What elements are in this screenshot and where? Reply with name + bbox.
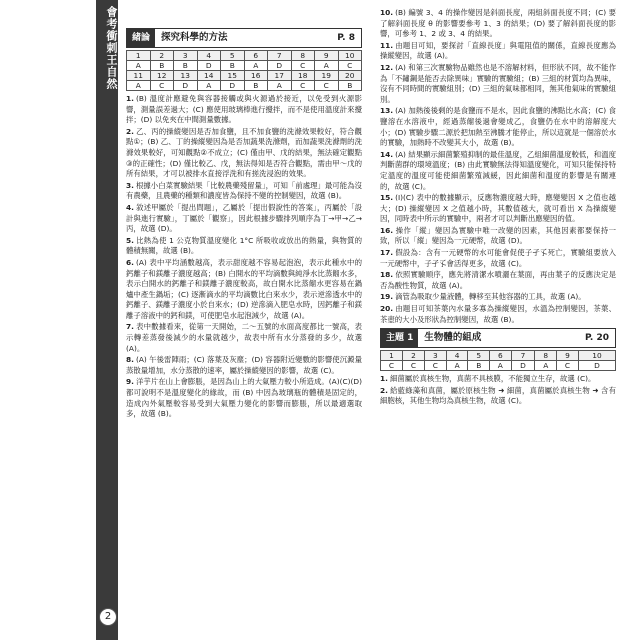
answer-cell: A: [535, 361, 557, 371]
answer-number: 3: [424, 351, 446, 361]
item-number: 17.: [380, 248, 394, 258]
section-title: 生物體的組成: [424, 331, 482, 343]
item-text: 洋芋片在山上會膨脹，是因為山上的大氣壓力較小所造成。(A)(C)(D) 都可說明不是溫度變化的緣故，而 (B) 中因為玻璃瓶的體積是固定的，造成內外氣壓較容易受到大氣壓力變化的影響而膨脹，所以最適選取多，故選 (B)。: [126, 377, 362, 419]
item-number: 6.: [126, 257, 134, 267]
answer-cell: A: [446, 361, 468, 371]
answer-number: 17: [268, 71, 292, 81]
answer-number: 5: [221, 51, 245, 61]
item-text: 滴管為吸取少量液體，轉移至其他容器的工具，故選 (A)。: [395, 292, 586, 302]
answer-number: 19: [315, 71, 339, 81]
answer-cell: A: [127, 61, 151, 71]
answer-cell: B: [174, 61, 198, 71]
answer-number: 20: [338, 71, 362, 81]
item-text: (A) 加熱後後剩的是食鹽而不是水，因此食鹽的沸點比水高；(C) 食鹽溶在水溶液中，經過蒸餾後過會變成乙，食鹽仍在水中的溶解度大小；(D) 實驗步驟二源於把加熱至沸騰才能停止，所以這就是一個溶於水的實驗，加熱時不改變其大小，故選 (B)。: [380, 106, 616, 148]
item-text: 比熱為使 1 公克物質溫度變化 1°C 所吸收或放出的熱量，與物質的體積無關，故選 (B)。: [126, 235, 362, 256]
answer-table: [126, 50, 362, 91]
answer-number: 11: [127, 71, 151, 81]
answer-number: 10: [338, 51, 362, 61]
answer-number: 9: [557, 351, 579, 361]
explanation-item: [380, 386, 616, 407]
explanation-item: [126, 377, 362, 419]
answer-number: 18: [291, 71, 315, 81]
item-text: 敘述甲屬於「提出問題」，乙屬於「提出假說性的答案」，丙屬於「設計與進行實驗」，丁屬於「觀察」，因此根據步驟排列順序為丁→甲→乙→丙，故選 (D)。: [126, 202, 362, 234]
explanation-item: [126, 258, 362, 322]
item-text: (B) 編號 3、4 的操作變因是斜面長度，兩組斜面長度不同；(C) 要了解斜面長度 θ 的影響要參考 1、3 的結果；(D) 要了解斜面長度的影響，可參考 1、2 或 3、4 的結果。: [380, 8, 616, 39]
item-text: 表中數據看來，從第一天開始，二～五號的水面高度都比一號高，表示轉差蒸發後減少的水量就越少，故表中所有水分蒸發的多少，故選 (A)。: [126, 322, 362, 353]
answer-cell: C: [291, 81, 315, 91]
item-text: 由題目可知茶葉內水量多寡為操縱變因，水溫為控制變因，茶葉、茶壺的大小及形狀為控制變因，故選 (B)。: [380, 304, 616, 324]
answer-cell: A: [127, 81, 151, 91]
answer-number: 15: [221, 71, 245, 81]
answer-cell: D: [578, 361, 615, 371]
item-number: 10.: [380, 8, 394, 17]
explanation-item: [126, 355, 362, 376]
item-text: 依照實驗順序，應先將清潔水噴灑在葉面，再由葉子的反應決定是否為酸性物質，故選 (A)。: [380, 270, 616, 290]
explanation-item: [126, 203, 362, 235]
explanation-item: [380, 8, 616, 40]
answer-number: 10: [578, 351, 615, 361]
explanation-item: [126, 181, 362, 202]
left-column: [126, 28, 362, 421]
answer-cell: D: [174, 81, 198, 91]
explanation-item: [380, 41, 616, 62]
right-column: [380, 8, 616, 408]
section-header: [380, 328, 616, 348]
section-title: 探究科學的方法: [161, 31, 228, 43]
item-number: 13.: [380, 106, 394, 116]
item-text: (A) 午後雷陣雨；(C) 落葉及灰塵；(D) 容器附近變數的影響使沉澱量蒸散量增加，水分蒸散的速率，屬於操縱變因的影響，故選 (C)。: [126, 355, 362, 375]
item-text: 細菌屬於真核生物，真菌不具核膜，不能獨立生存，故選 (C)。: [389, 374, 596, 384]
answer-number: 4: [446, 351, 468, 361]
item-number: 9.: [126, 377, 134, 387]
item-number: 4.: [126, 202, 134, 212]
section-page: P. 8: [337, 32, 355, 43]
item-text: (B) 溫度計應避免與容器接觸或與火源過於接近，以免受到火源影響，測量誤差過大；(C) 應使用玻璃棒進行攪拌，而不是使用溫度計來攪拌；(D) 以免夾在中間測量數據。: [126, 94, 362, 125]
item-number: 2.: [126, 126, 134, 136]
explanation-item: [380, 292, 616, 303]
answer-cell: C: [150, 81, 174, 91]
item-text: (A) 結果顯示細菌繁殖抑制的最佳溫度，乙組細菌溫度較低，和溫度判斷菌群的環境溫度；(B) 由此實驗無法得知溫度變化，可知只能保持特定溫度的溫度可能使細菌繁殖減緩，因此細菌和溫度的影響是有關連的，故選 (C)。: [380, 149, 616, 191]
answer-number: 3: [174, 51, 198, 61]
answer-number: 7: [268, 51, 292, 61]
section-page: P. 20: [584, 332, 609, 343]
explanation-item: [380, 193, 616, 225]
item-number: 19.: [380, 292, 394, 302]
answer-cell: C: [557, 361, 579, 371]
answer-number: 6: [490, 351, 512, 361]
item-number: 20.: [380, 304, 394, 314]
explanation-item: [380, 63, 616, 105]
answer-cell: D: [511, 361, 535, 371]
answer-number: 8: [535, 351, 557, 361]
explanation-item: [380, 106, 616, 148]
item-number: 1.: [126, 94, 134, 103]
answer-number: 12: [150, 71, 174, 81]
explanation-item: [126, 322, 362, 354]
answer-number: 4: [197, 51, 221, 61]
section-tag: 主題 1: [381, 329, 418, 347]
explanation-item: [380, 304, 616, 325]
explanation-item: [380, 226, 616, 247]
item-text: 假設為：含有一元硬幣的水可能會促使子孑孓死亡，實驗組要放入一元硬幣中，子孑孓會活得更多，故選 (C)。: [380, 248, 616, 268]
item-text: 操作「縱」變因為實驗中唯一改變的因素，其他因素都要保持一致，所以「縱」變因為一元硬幣，故選 (D)。: [380, 225, 616, 246]
explanation-item: [380, 374, 616, 385]
answer-cell: B: [244, 81, 268, 91]
answer-cell: C: [338, 61, 362, 71]
answer-cell: D: [197, 61, 221, 71]
answer-number: 14: [197, 71, 221, 81]
answer-number: 1: [381, 351, 403, 361]
answer-cell: B: [221, 61, 245, 71]
item-number: 2.: [380, 385, 388, 395]
item-number: 8.: [126, 355, 134, 365]
item-text: (I)(C) 表中的數據顯示，反應物濃度越大時，應變變因 X 之值也越大；(D) 操縱變因 X 之值越小時，其數值越大，就可看出 X 為操縱變因，同時表中所示的實驗中，兩者才可以判斷出應變因的值。: [380, 193, 616, 224]
answer-cell: B: [338, 81, 362, 91]
answer-number: 2: [402, 351, 424, 361]
item-number: 18.: [380, 270, 394, 280]
item-number: 12.: [380, 62, 394, 72]
section-tag: 緒論: [127, 29, 155, 47]
sidebar: [96, 0, 118, 640]
answer-number: 5: [468, 351, 490, 361]
item-text: 由題目可知，要探討「直線長度」與電阻值的關係，直線長度應為操縱變因，故選 (A)。: [380, 40, 616, 61]
explanation-item: [380, 248, 616, 269]
section-header: [126, 28, 362, 48]
answer-cell: A: [197, 81, 221, 91]
answer-cell: B: [150, 61, 174, 71]
book-title: 會考衝刺王自然: [105, 6, 118, 90]
answer-cell: A: [315, 61, 339, 71]
answer-number: 9: [315, 51, 339, 61]
answer-cell: D: [268, 61, 292, 71]
answer-cell: D: [221, 81, 245, 91]
explanation-item: [380, 150, 616, 192]
item-number: 11.: [380, 40, 394, 50]
answer-cell: C: [291, 61, 315, 71]
answer-number: 8: [291, 51, 315, 61]
answer-number: 1: [127, 51, 151, 61]
answer-cell: C: [315, 81, 339, 91]
answer-number: 6: [244, 51, 268, 61]
explanation-item: [126, 236, 362, 257]
item-text: (A) 和第三次實驗物品雖然也是不溶解材料，但形狀不同，故不能作為「不鏽鋼是能否去除異味」實驗的實驗組；(B) 三組的材質均為異味，沒有不同時間的實驗組別；(D) 三組的氣味都相同，無其他氣味的實驗組別。: [380, 62, 616, 104]
answer-cell: C: [424, 361, 446, 371]
answer-number: 13: [174, 71, 198, 81]
answer-cell: A: [244, 61, 268, 71]
item-text: (A) 表中平均涵數越高，表示甜度越不容易起泡泡，表示此種水中的鈣離子和鎂離子濃度越高；(B) 白開水的平均滴數與純淨水比蒸餾水多，表示白開水的鈣離子和鎂離子濃度較高，故白開水比蒸餾水更容易在鍋爐中產生鍋垢；(C) 逐漸滴水的平均滴數比白來水少，表示逆滲透水中的鈣離子、鎂離子濃度小於自來水；(D) 逆滲滴入肥皂水時，因鈣離子和鎂離子溶液中的鈣和鎂，可使肥皂水起泡減少，故選 (A)。: [126, 257, 362, 320]
item-number: 15.: [380, 193, 394, 203]
item-number: 14.: [380, 149, 394, 159]
answer-table: [380, 350, 616, 371]
item-number: 1.: [380, 374, 388, 384]
explanation-item: [126, 94, 362, 126]
item-text: 乙、丙的操縱變因是否加食鹽，且不加食鹽的洗滌效果較好，符合觀點①；(B) 乙、丁的操縱變因為是否加蔬果洗滌劑，而加蔬果洗滌劑的洗滌效果較好，可知觀點②不成立；(C) 僅由甲、戊的結果，無法確定觀點③的正確性；(D) 僅比較乙、戊，無法得知是否符合觀點，需由甲～戊的所有結果，才可以被排水直接浮洗和有搓洗浸泡的效果。: [126, 126, 362, 179]
explanation-item: [126, 127, 362, 180]
item-text: 根據小白菜實驗結果「比較農藥殘留量」，可知「前處理」最可能為沒有農藥，且農藥的種類和濃度皆為保持不變的控制變因，故選 (B)。: [126, 180, 362, 201]
answer-cell: A: [268, 81, 292, 91]
item-text: 給藍綠藻和真菌，屬於原核生物 ➜ 細菌，真菌屬於真核生物 ➜ 含有細胞核，其他生物均為真核生物，故選 (C)。: [380, 385, 616, 406]
answer-number: 7: [511, 351, 535, 361]
answer-cell: C: [381, 361, 403, 371]
item-number: 7.: [126, 322, 134, 332]
item-number: 3.: [126, 180, 134, 190]
page-number: 2: [99, 608, 117, 626]
answer-cell: B: [468, 361, 490, 371]
answer-cell: C: [402, 361, 424, 371]
item-number: 5.: [126, 235, 134, 245]
explanation-item: [380, 270, 616, 291]
item-number: 16.: [380, 225, 394, 235]
answer-cell: A: [490, 361, 512, 371]
answer-number: 16: [244, 71, 268, 81]
answer-number: 2: [150, 51, 174, 61]
